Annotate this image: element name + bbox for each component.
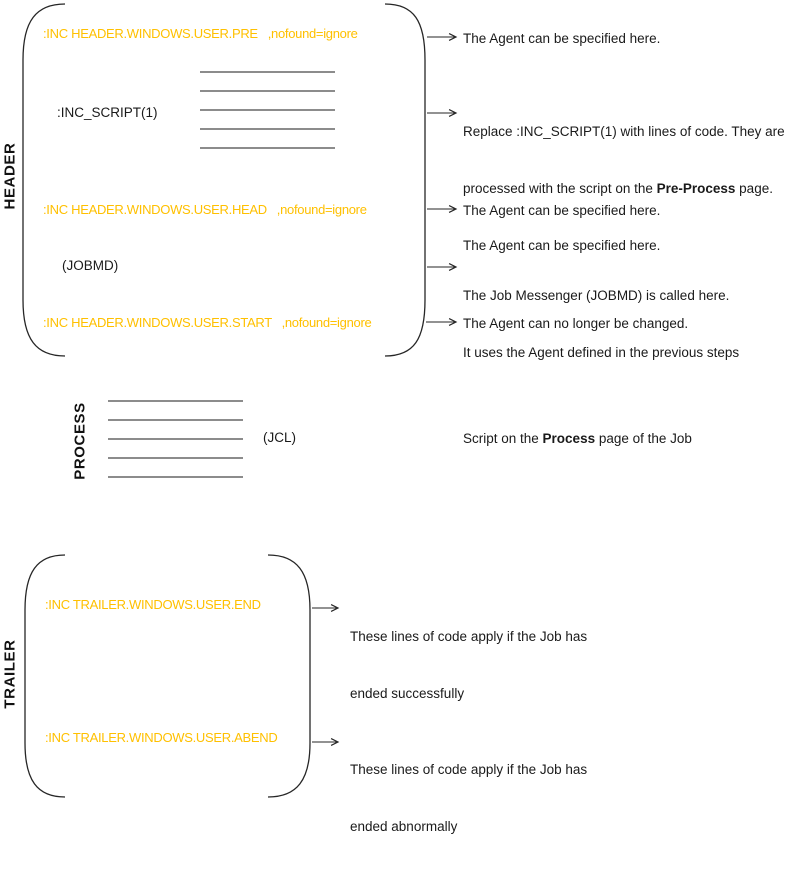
note-line: These lines of code apply if the Job has [350, 629, 588, 644]
header-section-label: HEADER [1, 142, 19, 210]
note-line: ended abnormally [350, 819, 458, 834]
note-trailer-abend [350, 722, 587, 874]
trailer-arrows [312, 608, 338, 742]
note-trailer-end [350, 589, 587, 741]
trailer-section-label: TRAILER [1, 639, 19, 709]
note-line: The Agent can be specified here. [463, 238, 661, 253]
note-line: It uses the Agent defined in the previous steps [463, 345, 740, 360]
note-line: ended successfully [350, 686, 465, 701]
note-line: Replace :INC_SCRIPT(1) with lines of code. They are [463, 124, 785, 139]
process-script-lines [108, 401, 243, 477]
header-bracket-left [23, 4, 65, 356]
code-inc-header-head: :INC HEADER.WINDOWS.USER.HEAD ,nofound=ignore [43, 202, 367, 217]
note-segment: processed with the script on the [463, 181, 657, 196]
note-bold-pre-process: Pre-Process [656, 181, 736, 196]
note-segment: Script on the [463, 431, 543, 446]
header-bracket-right [385, 4, 425, 356]
code-inc-trailer-abend: :INC TRAILER.WINDOWS.USER.ABEND [45, 730, 278, 745]
code-inc-trailer-end: :INC TRAILER.WINDOWS.USER.END [45, 597, 261, 612]
note-line [463, 179, 785, 198]
code-jcl: (JCL) [263, 430, 296, 445]
note-agent-pre: The Agent can be specified here. [463, 31, 661, 46]
note-process [463, 429, 692, 448]
code-inc-header-pre: :INC HEADER.WINDOWS.USER.PRE ,nofound=ignore [43, 26, 358, 41]
code-inc-script: :INC_SCRIPT(1) [57, 105, 158, 120]
code-jobmd: (JOBMD) [62, 258, 119, 273]
note-line: The Job Messenger (JOBMD) is called here. [463, 288, 730, 303]
note-segment: page of the Job [595, 431, 692, 446]
note-bold-process: Process [542, 431, 596, 446]
process-section-label: PROCESS [71, 402, 89, 480]
header-script-lines [200, 72, 335, 148]
note-segment: page. [735, 181, 773, 196]
header-arrows [426, 37, 456, 322]
note-agent-head: The Agent can be specified here. [463, 203, 661, 218]
trailer-bracket-left [25, 555, 65, 797]
note-line: These lines of code apply if the Job has [350, 762, 588, 777]
code-inc-header-start: :INC HEADER.WINDOWS.USER.START ,nofound=ignore [43, 315, 372, 330]
trailer-bracket-right [268, 555, 310, 797]
note-agent-start: The Agent can no longer be changed. [463, 316, 689, 331]
